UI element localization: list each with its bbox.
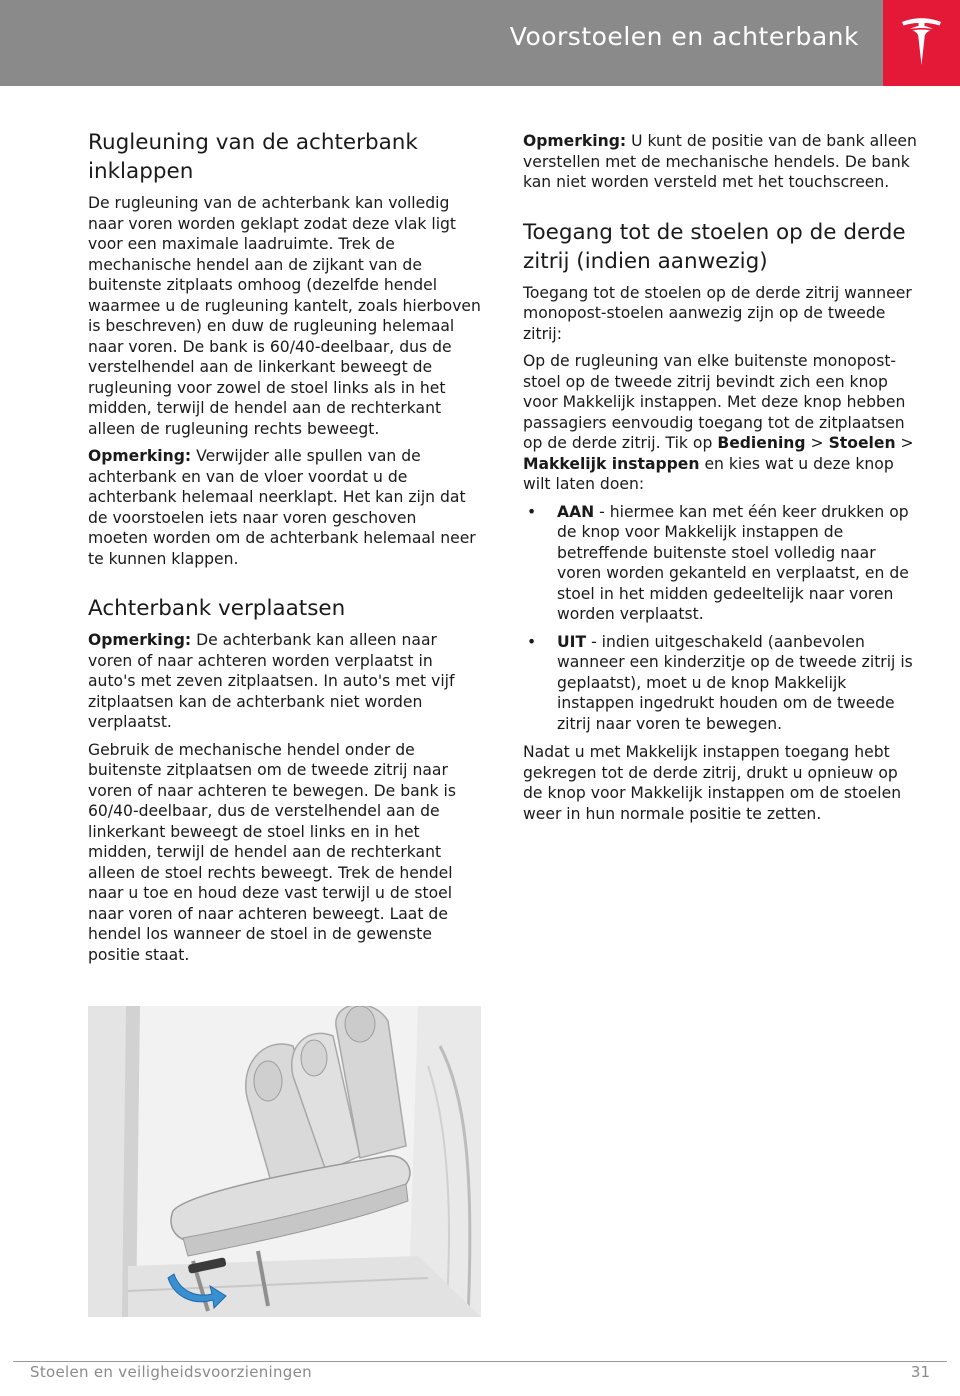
- paragraph-third-row-intro: Toegang tot de stoelen op de derde zitrij wanneer monopost-stoelen aanwezig zijn op de tweede zitrij:: [523, 283, 912, 343]
- note-text: U kunt de positie van de bank alleen verstellen met de mechanische hendels. De bank kan niet worden versteld met het touchscreen.: [523, 132, 917, 191]
- left-column: [88, 128, 481, 972]
- easy-entry-options-list: [523, 502, 918, 735]
- page-title: Voorstoelen en achterbank: [509, 22, 859, 51]
- note-move-rear-seat: [88, 630, 481, 733]
- note-seat-adjust: [523, 131, 918, 193]
- option-label: UIT: [557, 632, 587, 651]
- tesla-logo-icon: [883, 0, 960, 86]
- page-header: [0, 0, 883, 86]
- page-number: 31: [910, 1363, 930, 1381]
- note-label: Opmerking:: [523, 132, 627, 150]
- paragraph-easy-entry-restore: Nadat u met Makkelijk instappen toegang hebt gekregen tot de derde zitrij, drukt u opnieuw op de knop voor Makkelijk instappen om de stoelen weer in hun normale positie te zetten.: [523, 743, 902, 823]
- note-fold-rear-seat: [88, 446, 481, 569]
- section-heading-move-rear-seat: Achterbank verplaatsen: [88, 596, 346, 621]
- note-label: Opmerking:: [88, 447, 192, 465]
- section-heading-third-row-access: Toegang tot de stoelen op de derde zitrij (indien aanwezig): [523, 219, 906, 274]
- bullet-dot: •: [527, 632, 537, 651]
- note-text: De achterbank kan alleen naar voren of naar achteren worden verplaatst in auto's met zeven zitplaatsen. In auto's met vijf zitplaatsen kan de achterbank niet worden verplaatst.: [88, 631, 455, 731]
- paragraph-fold-rear-seat: De rugleuning van de achterbank kan volledig naar voren worden geklapt zodat deze vlak ligt voor een maximale laadruimte. Trek de mechanische hendel aan de zijkant van de buitenste zitplaats omhoog (dezelfde hendel waarmee u de rugleuning kantelt, zoals hierboven is beschreven) en duw de rugleuning helemaal naar voren. De bank is 60/40-deelbaar, dus de verstelhendel aan de linkerkant beweegt de rugleuning voor zowel de stoel links als in het midden, terwijl de hendel aan de rechterkant alleen de rugleuning rechts beweegt.: [88, 194, 481, 438]
- footer-section-title: Stoelen en veiligheidsvoorzieningen: [30, 1363, 312, 1381]
- note-label: Opmerking:: [88, 631, 192, 649]
- list-item: [523, 632, 918, 735]
- option-text: - indien uitgeschakeld (aanbevolen wanneer een kinderzitje op de tweede zitrij is geplaatst), moet u de knop Makkelijk instappen ingedrukt houden om de tweede zitrij naar voren te bewegen.: [557, 632, 913, 733]
- right-column: [523, 131, 918, 831]
- menu-path-seats: Stoelen: [828, 434, 896, 452]
- section-heading-fold-rear-seat: Rugleuning van de achterbank inklappen: [88, 130, 418, 184]
- seat-illustration: [88, 1006, 481, 1317]
- option-label: AAN: [557, 502, 595, 521]
- paragraph-move-rear-seat: Gebruik de mechanische hendel onder de buitenste zitplaatsen om de tweede zitrij naar voren of naar achteren te bewegen. De bank is 60/40-deelbaar, dus de verstelhendel aan de linkerkant beweegt de stoel links en in het midden, terwijl de hendel aan de rechterkant alleen de stoel rechts beweegt. Trek de hendel naar u toe en houd deze vast terwijl u de stoel naar voren of naar achteren beweegt. Laat de hendel los wanneer de stoel in de gewenste positie staat.: [88, 740, 456, 964]
- menu-path-easy-entry: Makkelijk instappen: [523, 454, 700, 473]
- option-text: - hiermee kan met één keer drukken op de knop voor Makkelijk instappen de betreffende buitenste stoel volledig naar voren worden gekanteld en verplaatst, en de stoel in het midden gedeeltelijk naar voren worden verplaatst.: [557, 502, 909, 623]
- paragraph-easy-entry: Op de rugleuning van elke buitenste monopost-stoel op de tweede zitrij bevindt zich een knop voor Makkelijk instappen. Met deze knop hebben passagiers eenvoudig toegang tot de zitplaatsen op de derde zitrij. Tik op Bediening > Stoelen > Makkelijk instappen en kies wat u deze knop wilt laten doen:: [523, 352, 914, 493]
- menu-path-controls: Bediening: [717, 434, 806, 452]
- bullet-dot: •: [527, 502, 537, 521]
- list-item: [523, 502, 918, 625]
- footer-divider: [13, 1361, 947, 1362]
- note-text: Verwijder alle spullen van de achterbank en van de vloer voordat u de achterbank helemaal neerklapt. Het kan zijn dat de voorstoelen iets naar voren geschoven moeten worden om de achterbank helemaal neer te kunnen klappen.: [88, 447, 476, 568]
